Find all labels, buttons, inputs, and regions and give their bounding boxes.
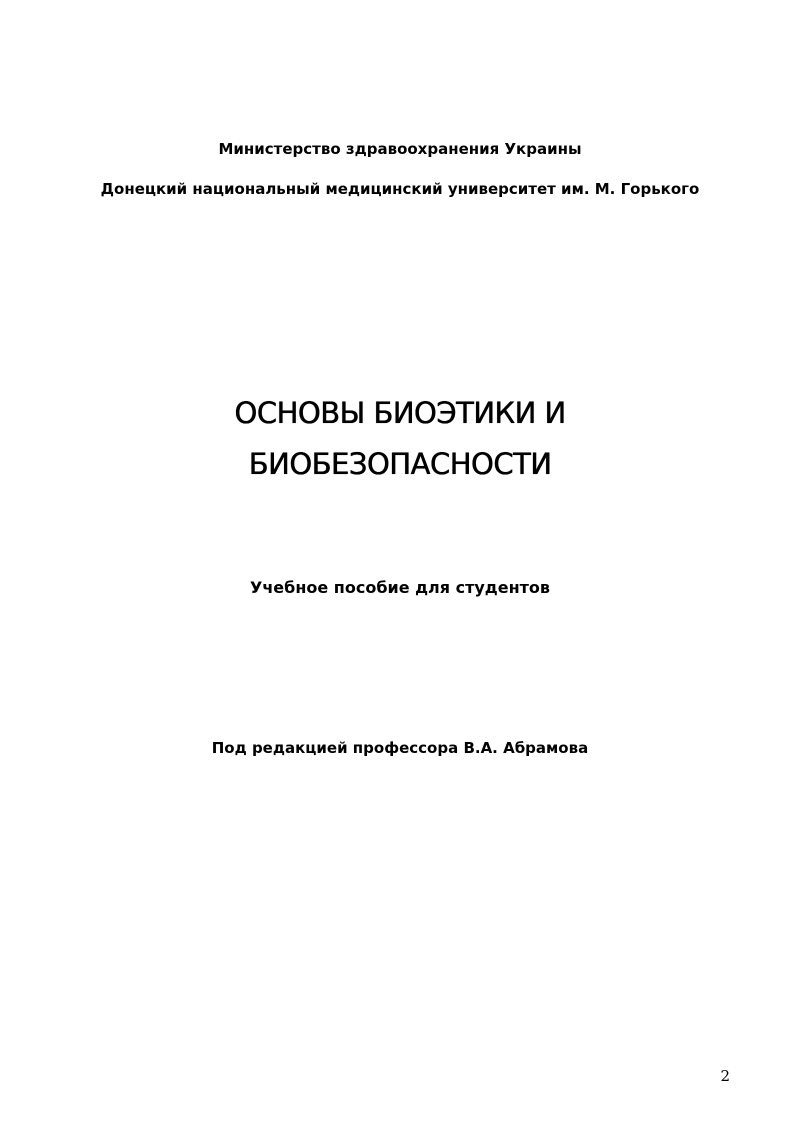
editor-credit: Под редакцией профессора В.А. Абрамова [211,739,589,757]
page-number: 2 [720,1067,730,1085]
book-subtitle: Учебное пособие для студентов [249,578,551,597]
book-title-line-1: ОСНОВЫ БИОЭТИКИ И [234,396,566,430]
ministry-name: Министерство здравоохранения Украины [218,140,582,158]
book-title-line-2: БИОБЕЗОПАСНОСТИ [248,447,552,481]
university-name: Донецкий национальный медицинский университет им. М. Горького [100,180,700,198]
book-title [0,388,800,490]
